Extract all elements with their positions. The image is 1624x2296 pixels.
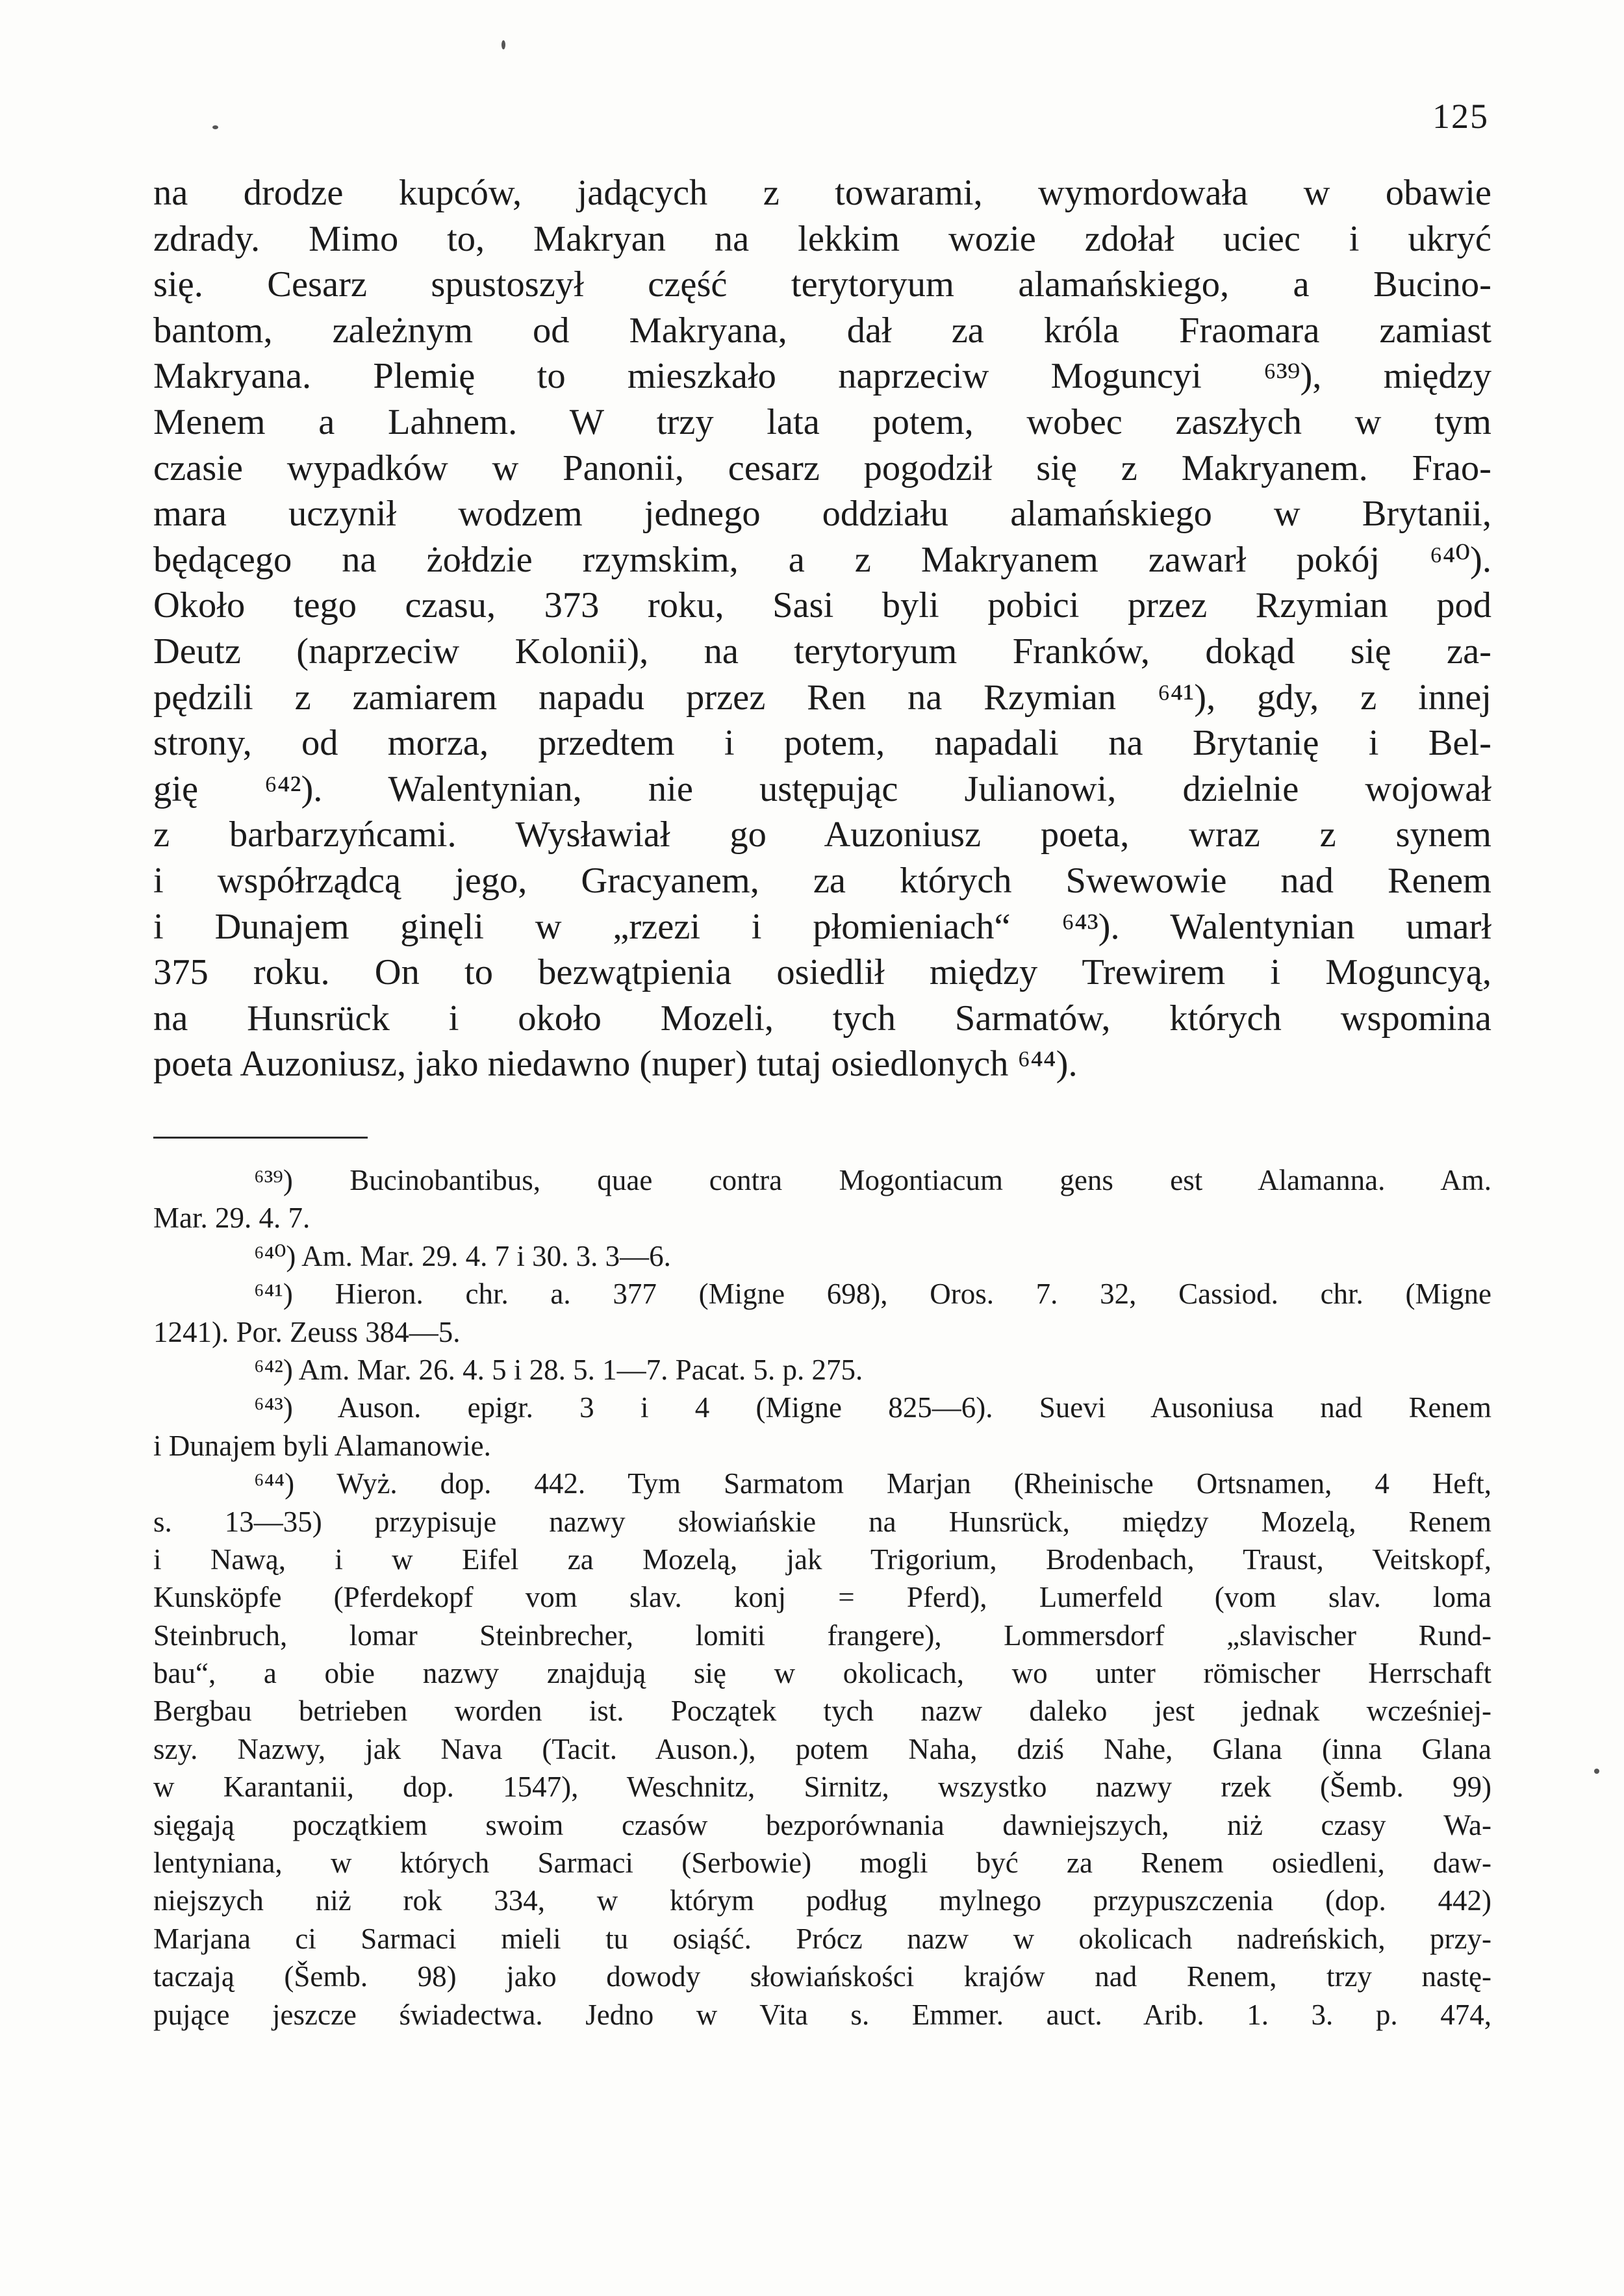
main-text-line: pędzili z zamiarem napadu przez Ren na Rzymian ⁶⁴¹), gdy, z innej <box>153 677 1491 718</box>
footnote-line: sięgają początkiem swoim czasów bezporównania dawniejszych, niż czasy Wa- <box>153 1808 1491 1841</box>
ink-speck <box>1594 1769 1599 1774</box>
footnote-line: pujące jeszcze świadectwa. Jedno w Vita s. Emmer. auct. Arib. 1. 3. p. 474, <box>153 1998 1491 2031</box>
main-text-line: poeta Auzoniusz, jako niedawno (nuper) tutaj osiedlonych ⁶⁴⁴). <box>153 1044 1078 1085</box>
main-text-line: Makryana. Plemię to mieszkało naprzeciw Moguncyi ⁶³⁹), między <box>153 356 1491 397</box>
footnote-line: 1241). Por. Zeuss 384—5. <box>153 1315 461 1348</box>
footnote-line: ⁶³⁹) Bucinobantibus, quae contra Mogontiacum gens est Alamanna. Am. <box>254 1164 1491 1196</box>
footnote-line: Mar. 29. 4. 7. <box>153 1202 311 1235</box>
main-text-line: Około tego czasu, 373 roku, Sasi byli pobici przez Rzymian pod <box>153 585 1491 626</box>
footnote-line: i Dunajem byli Alamanowie. <box>153 1429 491 1462</box>
page-number: 125 <box>1432 97 1489 136</box>
main-text <box>153 170 1491 1087</box>
ink-speck <box>501 40 505 49</box>
main-text-line: i Dunajem ginęli w „rzezi i płomieniach“ ⁶⁴³). Walentynian umarł <box>153 906 1491 947</box>
main-text-line: Menem a Lahnem. W trzy lata potem, wobec zaszłych w tym <box>153 401 1491 442</box>
main-text-line: Deutz (naprzeciw Kolonii), na terytoryum Franków, dokąd się za- <box>153 631 1491 672</box>
main-text-line: czasie wypadków w Panonii, cesarz pogodził się z Makryanem. Frao- <box>153 448 1491 488</box>
main-text-line: gię ⁶⁴²). Walentynian, nie ustępując Julianowi, dzielnie wojował <box>153 768 1491 809</box>
footnote-line: Kunsköpfe (Pferdekopf vom slav. konj = Pferd), Lumerfeld (vom slav. loma <box>153 1581 1491 1614</box>
footnote-line: ⁶⁴⁰) Am. Mar. 29. 4. 7 i 30. 3. 3—6. <box>254 1239 671 1272</box>
footnote-line: Steinbruch, lomar Steinbrecher, lomiti frangere), Lommersdorf „slavischer Rund- <box>153 1619 1491 1652</box>
footnote-line: Bergbau betrieben worden ist. Początek tych nazw daleko jest jednak wcześniej- <box>153 1695 1491 1728</box>
footnote-line: ⁶⁴⁴) Wyż. dop. 442. Tym Sarmatom Marjan (Rheinische Ortsnamen, 4 Heft, <box>254 1467 1491 1500</box>
main-text-line: 375 roku. On to bezwątpienia osiedlił między Trewirem i Moguncyą, <box>153 952 1491 993</box>
main-text-line: na Hunsrück i około Mozeli, tych Sarmatów, których wspomina <box>153 998 1491 1039</box>
main-text-line: strony, od morza, przedtem i potem, napadali na Brytanię i Bel- <box>153 723 1491 764</box>
main-text-line: mara uczynił wodzem jednego oddziału alamańskiego w Brytanii, <box>153 494 1491 535</box>
footnote-line: s. 13—35) przypisuje nazwy słowiańskie na Hunsrück, między Mozelą, Renem <box>153 1505 1491 1538</box>
main-text-line: na drodze kupców, jadących z towarami, wymordowała w obawie <box>153 173 1491 213</box>
main-text-line: zdrady. Mimo to, Makryan na lekkim wozie zdołał uciec i ukryć <box>153 218 1491 259</box>
footnote-separator <box>153 1137 368 1139</box>
main-text-line: się. Cesarz spustoszył część terytoryum alamańskiego, a Bucino- <box>153 264 1491 305</box>
footnote-line: ⁶⁴¹) Hieron. chr. a. 377 (Migne 698), Oros. 7. 32, Cassiod. chr. (Migne <box>254 1278 1491 1311</box>
footnote-line: taczają (Šemb. 98) jako dowody słowiańskości krajów nad Renem, trzy nastę- <box>153 1960 1491 1993</box>
footnote-line: i Nawą, i w Eifel za Mozelą, jak Trigorium, Brodenbach, Traust, Veitskopf, <box>153 1543 1491 1576</box>
footnote-line: ⁶⁴²) Am. Mar. 26. 4. 5 i 28. 5. 1—7. Pacat. 5. p. 275. <box>254 1353 863 1386</box>
ink-speck <box>212 125 218 129</box>
footnote-line: niejszych niż rok 334, w którym podług mylnego przypuszczenia (dop. 442) <box>153 1884 1491 1917</box>
footnote-line: w Karantanii, dop. 1547), Weschnitz, Sirnitz, wszystko nazwy rzek (Šemb. 99) <box>153 1771 1491 1804</box>
footnote-line: lentyniana, w których Sarmaci (Serbowie) mogli być za Renem osiedleni, daw- <box>153 1847 1491 1880</box>
footnotes <box>153 1161 1491 2034</box>
footnote-line: Marjana ci Sarmaci mieli tu osiąść. Prócz nazw w okolicach nadreńskich, przy- <box>153 1922 1491 1955</box>
footnote-line: ⁶⁴³) Auson. epigr. 3 i 4 (Migne 825—6). Suevi Ausoniusa nad Renem <box>254 1391 1491 1424</box>
main-text-line: z barbarzyńcami. Wysławiał go Auzoniusz poeta, wraz z synem <box>153 814 1491 855</box>
main-text-line: bantom, zależnym od Makryana, dał za króla Fraomara zamiast <box>153 310 1491 351</box>
main-text-line: i współrządcą jego, Gracyanem, za których Swewowie nad Renem <box>153 860 1491 901</box>
footnote-line: szy. Nazwy, jak Nava (Tacit. Auson.), potem Naha, dziś Nahe, Glana (inna Glana <box>153 1732 1491 1765</box>
footnote-line: bau“, a obie nazwy znajdują się w okolicach, wo unter römischer Herrschaft <box>153 1657 1491 1690</box>
main-text-line: będącego na żołdzie rzymskim, a z Makryanem zawarł pokój ⁶⁴⁰). <box>153 539 1491 580</box>
